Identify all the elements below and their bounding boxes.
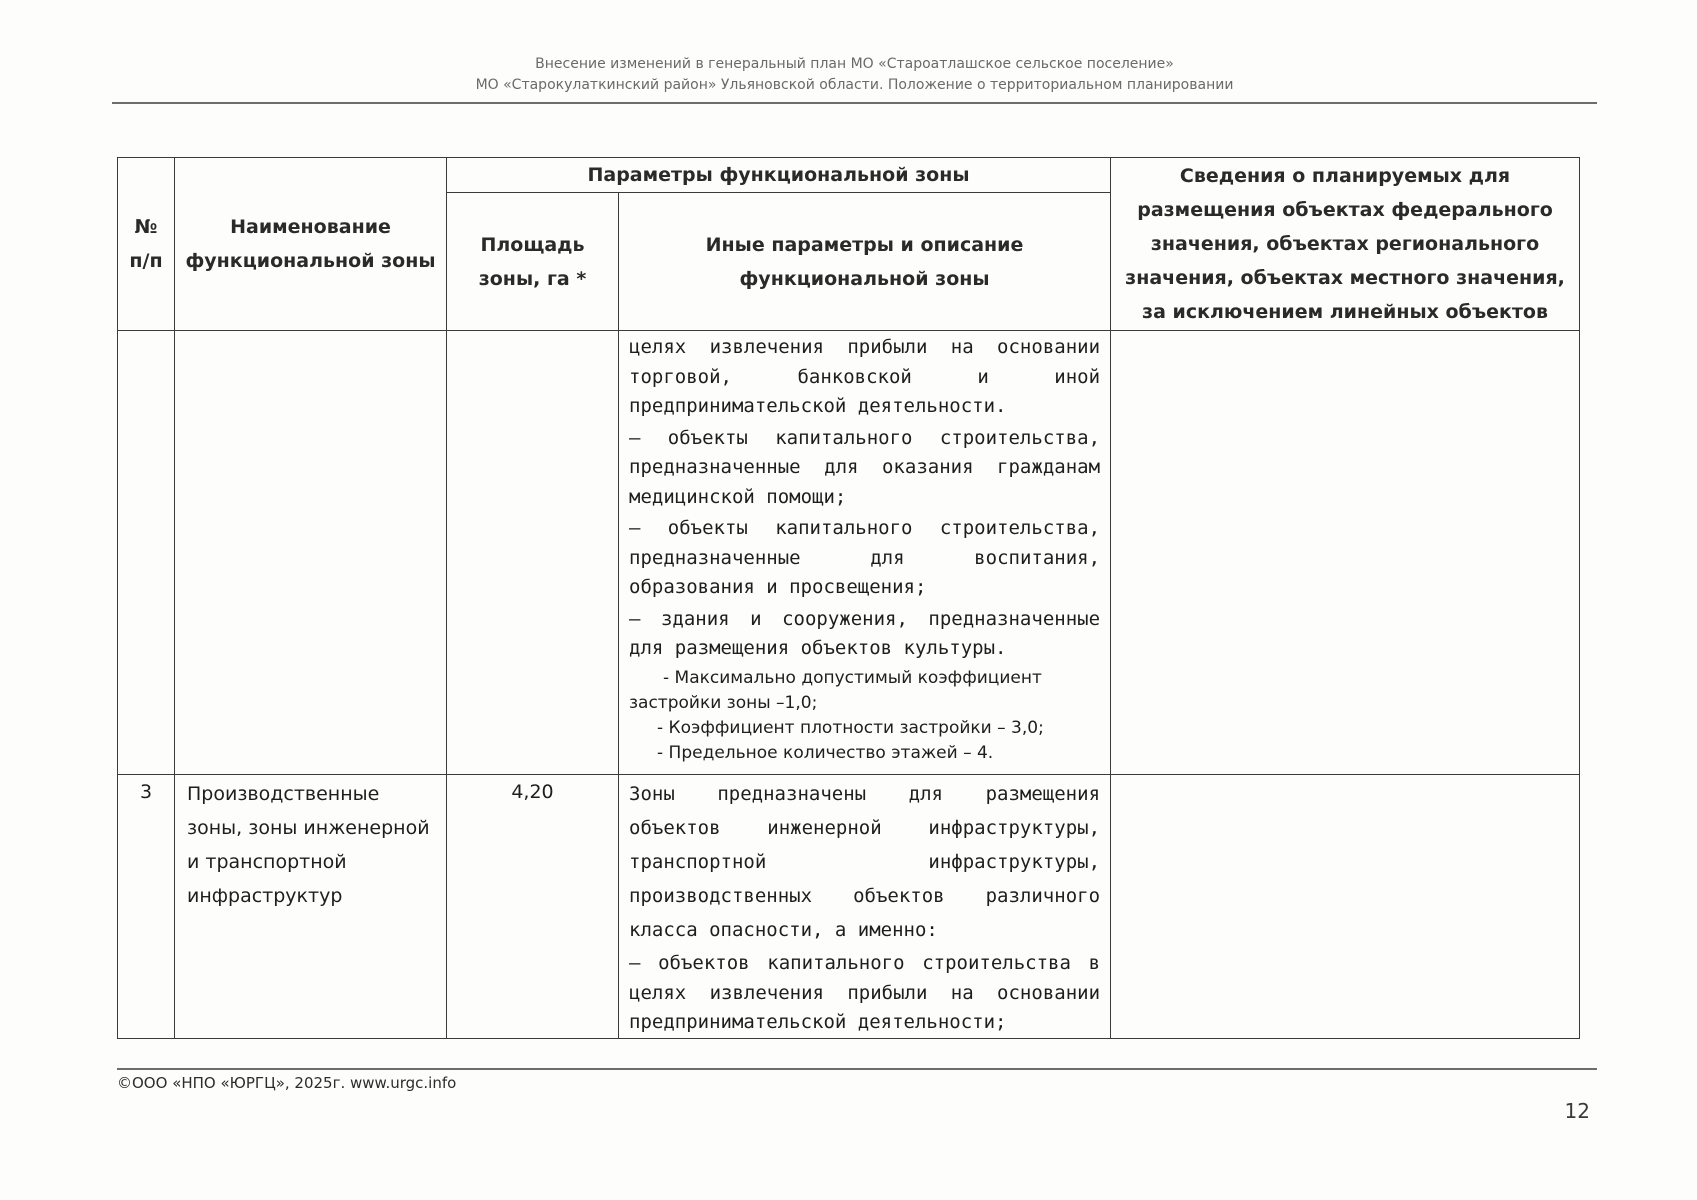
footer-copyright: ©ООО «НПО «ЮРГЦ», 2025г. www.urgc.info [117,1074,457,1092]
zone-area-cell: 4,20 [447,775,619,1039]
table-row [118,775,1580,1039]
functional-zones-table [117,157,1580,1039]
header-divider [112,102,1597,104]
description-paragraph: – объекты капитального строительства, предназначенные для воспитания, образования и просвещения; [629,517,1101,598]
row-number-cell [118,331,175,775]
header-planned-objects: Сведения о планируемых для размещения объектах федерального значения, объектах регионального значения, объектах местного значения, за исключением линейных объектов [1111,158,1580,331]
parameter-line: - Коэффициент плотности застройки – 3,0; [657,717,1044,738]
zone-area-cell [447,331,619,775]
header-number: № п/п [118,158,175,331]
header-line-2: МО «Старокулаткинский район» Ульяновской области. Положение о территориальном планировании [475,77,1234,93]
header-other-parameters: Иные параметры и описание функциональной зоны [619,193,1111,331]
planned-objects-cell [1111,775,1580,1039]
description-paragraph: – объектов капитального строительства в целях извлечения прибыли на основании предпринимательской деятельности; [629,952,1101,1033]
table-row [118,331,1580,775]
zone-description-cell [619,331,1111,775]
row-number-cell: 3 [118,775,175,1039]
parameter-line: - Максимально допустимый коэффициент застройки зоны –1,0; [629,667,1042,713]
planned-objects-cell [1111,331,1580,775]
header-zone-parameters: Параметры функциональной зоны [447,158,1111,193]
footer-divider [117,1068,1597,1070]
parameter-line: - Предельное количество этажей – 4. [657,742,994,763]
zone-name-cell [175,331,447,775]
header-line-1: Внесение изменений в генеральный план МО «Староатлашское сельское поселение» [535,56,1174,72]
description-paragraph: – здания и сооружения, предназначенные для размещения объектов культуры. [629,607,1101,659]
description-paragraph: целях извлечения прибыли на основании торговой, банковской и иной предпринимательской деятельности. [629,336,1101,417]
page-number: 12 [1564,1099,1590,1123]
document-header [112,54,1597,96]
zone-name-cell: Производственные зоны, зоны инженерной и транспортной инфраструктур [175,775,447,1039]
description-paragraph: – объекты капитального строительства, предназначенные для оказания гражданам медицинской помощи; [629,426,1101,508]
header-zone-name: Наименование функциональной зоны [175,158,447,331]
description-paragraph: Зоны предназначены для размещения объектов инженерной инфраструктуры, транспортной инфраструктуры, производственных объектов различного класса опасности, а именно: [629,783,1101,941]
zone-description-cell [619,775,1111,1039]
header-area: Площадь зоны, га * [447,193,619,331]
